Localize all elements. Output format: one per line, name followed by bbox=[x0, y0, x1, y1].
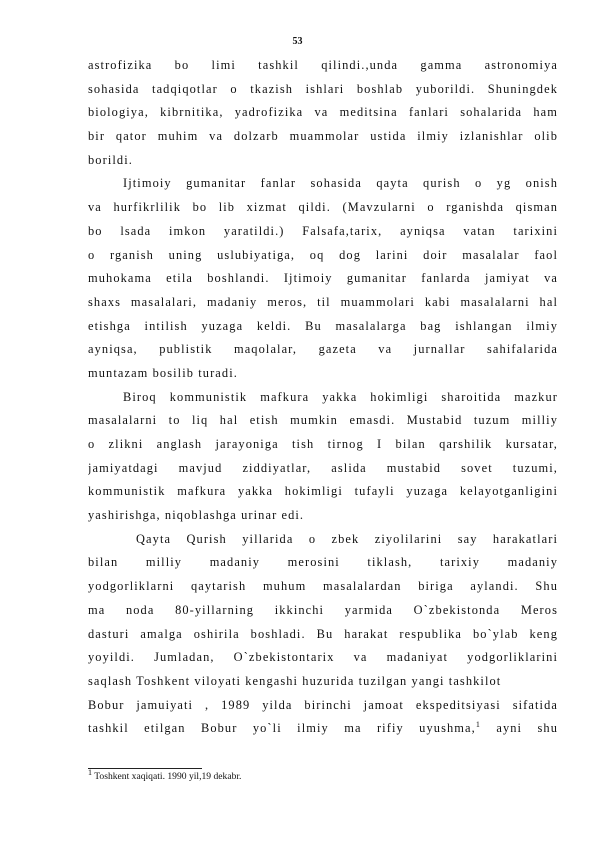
text-line: borildi. bbox=[88, 152, 133, 167]
footnote bbox=[88, 767, 242, 783]
text-line: jamiyatdagi mavjud ziddiyatlar, aslida mustabid sovet tuzumi, bbox=[88, 460, 558, 475]
text-line: ma noda 80-yillarning ikkinchi yarmida O`zbekistonda Meros bbox=[88, 602, 558, 617]
text-line: va hurfikrlilik bo lib xizmat qildi. (Mavzularni o rganishda qisman bbox=[88, 200, 558, 215]
text-line: muntazam bosilib turadi. bbox=[88, 365, 238, 380]
text-line: masalalarni to liq hal etish mumkin emasdi. Mustabid tuzum milliy bbox=[88, 413, 558, 428]
text-line: yoyildi. Jumladan, O`zbekistontarix va madaniyat yodgorliklarini bbox=[88, 650, 558, 665]
text-line: muhokama etila boshlandi. Ijtimoiy gumanitar fanlarda jamiyat va bbox=[88, 271, 558, 286]
footnote-divider bbox=[88, 768, 202, 769]
text-line: yodgorliklarni qaytarish muhum masalalardan biriga aylandi. Shu bbox=[88, 579, 558, 594]
text-line: bir qator muhim va dolzarb muammolar ustida ilmiy izlanishlar olib bbox=[88, 129, 558, 144]
page-number: 53 bbox=[292, 36, 303, 47]
text-line: sohasida tadqiqotlar o tkazish ishlari boshlab yuborildi. Shuningdek bbox=[88, 81, 558, 96]
text-line: shaxs masalalari, madaniy meros, til muammolari kabi masalalarni hal bbox=[88, 294, 558, 309]
text-line: o zlikni anglash jarayoniga tish tirnog I bilan qarshilik kursatar, bbox=[88, 437, 558, 451]
text-line-with-footnote bbox=[88, 717, 558, 741]
text-line: Bobur jamuiyati , 1989 yilda birinchi jamoat ekspeditsiyasi sifatida bbox=[88, 697, 558, 712]
text-line: o rganish uning uslubiyatiga, oq dog larini doir masalalar faol bbox=[88, 247, 558, 262]
text-segment: ayni shu bbox=[496, 721, 558, 736]
text-line: yashirishga, niqoblashga urinar edi. bbox=[88, 508, 305, 523]
footnote-reference[interactable]: 1 bbox=[475, 720, 481, 730]
text-line: Qayta Qurish yillarida o zbek ziyolilarini say harakatlari bbox=[136, 531, 558, 546]
text-line: etishga intilish yuzaga keldi. Bu masalalarga bag ishlangan ilmiy bbox=[88, 318, 558, 333]
text-segment: tashkil etilgan Bobur yo`li ilmiy ma rifiy uyushma, bbox=[88, 721, 476, 736]
text-line: biologiya, kibrnitika, yadrofizika va meditsina fanlari sohalarida ham bbox=[88, 105, 558, 120]
body-text bbox=[88, 54, 558, 741]
footnote-marker: 1 bbox=[88, 767, 92, 777]
footnote-text: Toshkent xaqiqati. 1990 yil,19 dekabr. bbox=[94, 771, 242, 782]
text-line: bilan milliy madaniy merosini tiklash, tarixiy madaniy bbox=[88, 555, 558, 570]
text-line: astrofizika bo limi tashkil qilindi.,unda gamma astronomiya bbox=[88, 58, 558, 72]
text-line: Ijtimoiy gumanitar fanlar sohasida qayta qurish o yg onish bbox=[123, 176, 558, 191]
text-line: dasturi amalga oshirila boshladi. Bu harakat respublika bo`ylab keng bbox=[88, 626, 558, 641]
text-line: ayniqsa, publistik maqolalar, gazeta va jurnallar sahifalarida bbox=[88, 342, 558, 357]
text-line: Biroq kommunistik mafkura yakka hokimligi sharoitida mazkur bbox=[123, 389, 558, 404]
text-line: saqlash Toshkent viloyati kengashi huzurida tuzilgan yangi tashkilot bbox=[88, 673, 502, 688]
text-line: bo lsada imkon yaratildi.) Falsafa,tarix, ayniqsa vatan tarixini bbox=[88, 223, 558, 238]
text-line: kommunistik mafkura yakka hokimligi tufayli yuzaga kelayotganligini bbox=[88, 484, 558, 499]
